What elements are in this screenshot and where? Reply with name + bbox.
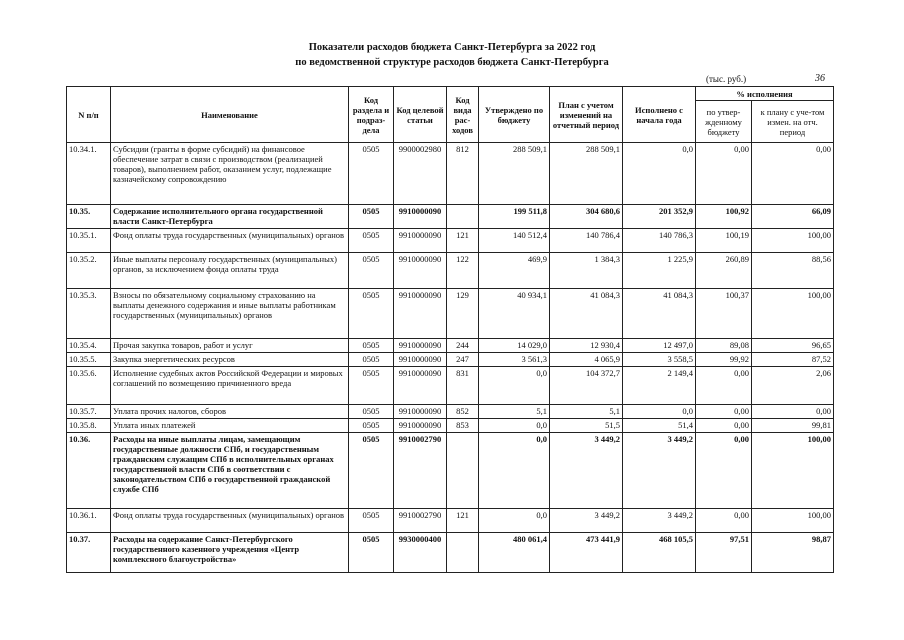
cell-plan: 4 065,9 (550, 353, 623, 367)
cell-executed: 1 225,9 (623, 253, 696, 289)
header-executed: Исполнено с начала года (623, 87, 696, 143)
cell-plan: 104 372,7 (550, 367, 623, 405)
header-section: Код раздела и подраз-дела (349, 87, 394, 143)
cell-pct-approved: 89,08 (696, 339, 752, 353)
cell-pct-plan: 99,81 (752, 419, 834, 433)
table-row (67, 533, 834, 573)
cell-type: 812 (447, 143, 479, 205)
cell-pct-approved: 0,00 (696, 143, 752, 205)
cell-pct-plan: 2,06 (752, 367, 834, 405)
cell-executed: 3 449,2 (623, 509, 696, 533)
cell-executed: 12 497,0 (623, 339, 696, 353)
cell-pct-approved: 0,00 (696, 419, 752, 433)
cell-pct-plan: 96,65 (752, 339, 834, 353)
table-row (67, 433, 834, 509)
header-approved: Утверждено по бюджету (479, 87, 550, 143)
cell-plan: 3 449,2 (550, 433, 623, 509)
cell-plan: 140 786,4 (550, 229, 623, 253)
cell-type: 129 (447, 289, 479, 339)
cell-section: 0505 (349, 405, 394, 419)
cell-pct-approved: 0,00 (696, 405, 752, 419)
cell-type (447, 533, 479, 573)
cell-pct-plan: 100,00 (752, 229, 834, 253)
cell-num: 10.34.1. (67, 143, 111, 205)
cell-plan: 41 084,3 (550, 289, 623, 339)
cell-name: Расходы на иные выплаты лицам, замещающим государственные должности СПб, и государственным гражданским служащим СПб в исполнительных органах государственной власти СПб в соответствии с законодательством СПб о государственной гражданской службе СПб (111, 433, 349, 509)
cell-target: 9900002980 (394, 143, 447, 205)
cell-approved: 199 511,8 (479, 205, 550, 229)
table-row (67, 143, 834, 205)
cell-target: 9910000090 (394, 339, 447, 353)
cell-name: Уплата иных платежей (111, 419, 349, 433)
cell-executed: 41 084,3 (623, 289, 696, 339)
cell-executed: 2 149,4 (623, 367, 696, 405)
table-row (67, 229, 834, 253)
cell-executed: 3 449,2 (623, 433, 696, 509)
cell-target: 9930000400 (394, 533, 447, 573)
cell-name: Прочая закупка товаров, работ и услуг (111, 339, 349, 353)
cell-approved: 5,1 (479, 405, 550, 419)
cell-num: 10.35.1. (67, 229, 111, 253)
cell-plan: 51,5 (550, 419, 623, 433)
header-plan: План с учетом изменений на отчетный период (550, 87, 623, 143)
cell-section: 0505 (349, 419, 394, 433)
cell-target: 9910000090 (394, 419, 447, 433)
table-row (67, 205, 834, 229)
cell-num: 10.35.4. (67, 339, 111, 353)
cell-name: Субсидии (гранты в форме субсидий) на финансовое обеспечение затрат в связи с производством (реализацией товаров), выполнением работ, оказанием услуг, подлежащие казначейскому сопровождению (111, 143, 349, 205)
cell-section: 0505 (349, 433, 394, 509)
cell-target: 9910000090 (394, 367, 447, 405)
cell-pct-approved: 100,19 (696, 229, 752, 253)
cell-name: Фонд оплаты труда государственных (муниципальных) органов (111, 509, 349, 533)
cell-approved: 480 061,4 (479, 533, 550, 573)
cell-pct-plan: 100,00 (752, 289, 834, 339)
cell-type: 121 (447, 509, 479, 533)
cell-pct-plan: 100,00 (752, 433, 834, 509)
cell-section: 0505 (349, 229, 394, 253)
cell-approved: 40 934,1 (479, 289, 550, 339)
table-row (67, 419, 834, 433)
cell-executed: 0,0 (623, 143, 696, 205)
cell-plan: 473 441,9 (550, 533, 623, 573)
table-row (67, 339, 834, 353)
cell-num: 10.35.6. (67, 367, 111, 405)
cell-target: 9910002790 (394, 433, 447, 509)
cell-approved: 469,9 (479, 253, 550, 289)
cell-name: Иные выплаты персоналу государственных (муниципальных) органов, за исключением фонда оплаты труда (111, 253, 349, 289)
cell-plan: 3 449,2 (550, 509, 623, 533)
cell-section: 0505 (349, 509, 394, 533)
header-pct-plan: к плану с уче-том измен. на отч. период (752, 101, 834, 143)
cell-target: 9910000090 (394, 205, 447, 229)
cell-executed: 3 558,5 (623, 353, 696, 367)
table-row (67, 353, 834, 367)
cell-plan: 304 680,6 (550, 205, 623, 229)
cell-plan: 5,1 (550, 405, 623, 419)
cell-type: 853 (447, 419, 479, 433)
cell-pct-approved: 97,51 (696, 533, 752, 573)
cell-name: Исполнение судебных актов Российской Федерации и мировых соглашений по возмещению причиненного вреда (111, 367, 349, 405)
cell-pct-approved: 100,37 (696, 289, 752, 339)
cell-target: 9910002790 (394, 509, 447, 533)
cell-pct-plan: 88,56 (752, 253, 834, 289)
cell-pct-plan: 0,00 (752, 143, 834, 205)
cell-name: Фонд оплаты труда государственных (муниципальных) органов (111, 229, 349, 253)
cell-num: 10.35.8. (67, 419, 111, 433)
cell-plan: 12 930,4 (550, 339, 623, 353)
cell-num: 10.35.2. (67, 253, 111, 289)
cell-num: 10.35. (67, 205, 111, 229)
cell-name: Взносы по обязательному социальному страхованию на выплаты денежного содержания и иные выплаты работникам государственных (муниципальных) органов (111, 289, 349, 339)
cell-executed: 0,0 (623, 405, 696, 419)
cell-target: 9910000090 (394, 405, 447, 419)
cell-pct-approved: 0,00 (696, 433, 752, 509)
cell-target: 9910000090 (394, 253, 447, 289)
cell-approved: 0,0 (479, 419, 550, 433)
page-title-line2: по ведомственной структуре расходов бюджета Санкт-Петербурга (295, 57, 609, 68)
cell-target: 9910000090 (394, 289, 447, 339)
cell-pct-plan: 0,00 (752, 405, 834, 419)
cell-section: 0505 (349, 143, 394, 205)
cell-plan: 1 384,3 (550, 253, 623, 289)
cell-name: Расходы на содержание Санкт-Петербургского государственного казенного учреждения «Центр комплексного благоустройства» (111, 533, 349, 573)
header-pct: % исполнения (696, 87, 834, 101)
table-row (67, 405, 834, 419)
cell-num: 10.37. (67, 533, 111, 573)
cell-type (447, 205, 479, 229)
cell-num: 10.35.3. (67, 289, 111, 339)
table-row (67, 509, 834, 533)
cell-pct-approved: 0,00 (696, 367, 752, 405)
cell-num: 10.35.7. (67, 405, 111, 419)
budget-table (66, 86, 834, 573)
page-title-line1: Показатели расходов бюджета Санкт-Петербурга за 2022 год (308, 42, 596, 53)
unit-label: (тыс. руб.) (706, 74, 747, 84)
cell-pct-plan: 66,09 (752, 205, 834, 229)
table-row (67, 289, 834, 339)
cell-pct-approved: 100,92 (696, 205, 752, 229)
cell-approved: 0,0 (479, 433, 550, 509)
cell-pct-plan: 87,52 (752, 353, 834, 367)
cell-type: 247 (447, 353, 479, 367)
cell-name: Уплата прочих налогов, сборов (111, 405, 349, 419)
header-target: Код целевой статьи (394, 87, 447, 143)
cell-pct-approved: 260,89 (696, 253, 752, 289)
cell-executed: 468 105,5 (623, 533, 696, 573)
cell-type: 831 (447, 367, 479, 405)
cell-approved: 3 561,3 (479, 353, 550, 367)
cell-approved: 0,0 (479, 509, 550, 533)
cell-approved: 0,0 (479, 367, 550, 405)
cell-type: 244 (447, 339, 479, 353)
cell-target: 9910000090 (394, 353, 447, 367)
cell-approved: 288 509,1 (479, 143, 550, 205)
cell-type (447, 433, 479, 509)
cell-pct-plan: 100,00 (752, 509, 834, 533)
cell-pct-approved: 99,92 (696, 353, 752, 367)
cell-section: 0505 (349, 205, 394, 229)
cell-section: 0505 (349, 339, 394, 353)
table-row (67, 253, 834, 289)
cell-section: 0505 (349, 289, 394, 339)
table-row (67, 367, 834, 405)
cell-type: 121 (447, 229, 479, 253)
cell-executed: 201 352,9 (623, 205, 696, 229)
cell-section: 0505 (349, 367, 394, 405)
header-name: Наименование (111, 87, 349, 143)
cell-executed: 140 786,3 (623, 229, 696, 253)
cell-plan: 288 509,1 (550, 143, 623, 205)
cell-pct-plan: 98,87 (752, 533, 834, 573)
cell-section: 0505 (349, 533, 394, 573)
cell-num: 10.36. (67, 433, 111, 509)
cell-target: 9910000090 (394, 229, 447, 253)
header-type: Код вида рас-ходов (447, 87, 479, 143)
cell-executed: 51,4 (623, 419, 696, 433)
cell-num: 10.36.1. (67, 509, 111, 533)
cell-name: Закупка энергетических ресурсов (111, 353, 349, 367)
cell-num: 10.35.5. (67, 353, 111, 367)
cell-pct-approved: 0,00 (696, 509, 752, 533)
cell-name: Содержание исполнительного органа государственной власти Санкт-Петербурга (111, 205, 349, 229)
header-num: N п/п (67, 87, 111, 143)
page-number: 36 (815, 73, 825, 84)
cell-approved: 14 029,0 (479, 339, 550, 353)
cell-section: 0505 (349, 353, 394, 367)
cell-type: 122 (447, 253, 479, 289)
cell-approved: 140 512,4 (479, 229, 550, 253)
cell-section: 0505 (349, 253, 394, 289)
cell-type: 852 (447, 405, 479, 419)
header-pct-approved: по утвер-жденному бюджету (696, 101, 752, 143)
